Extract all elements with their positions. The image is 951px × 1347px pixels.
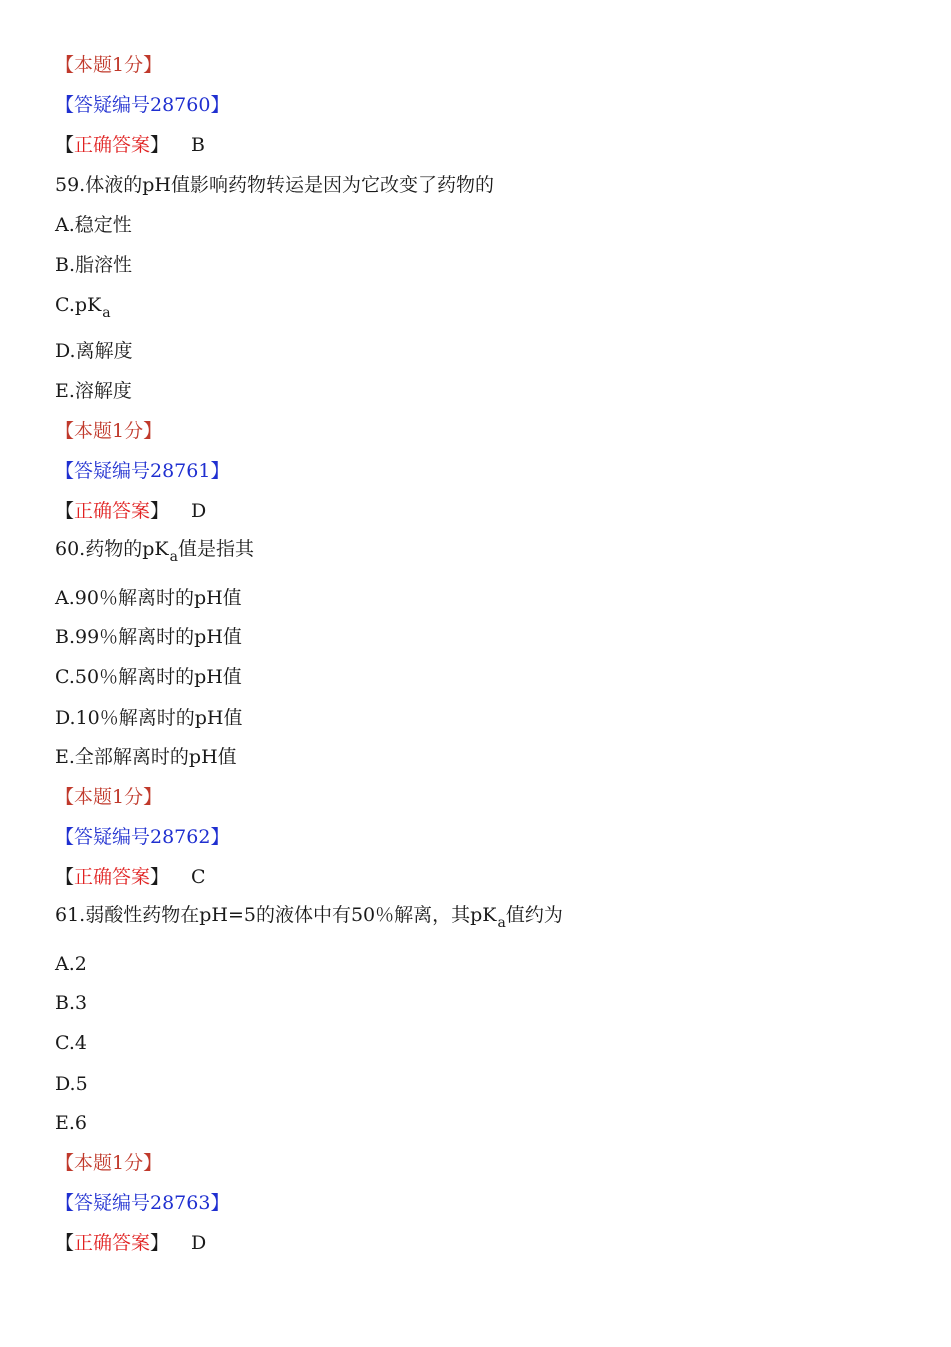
qa-id-label: 【答疑编号28761】 <box>55 460 230 482</box>
correct-answer-line <box>55 499 206 523</box>
option-e: E.全部解离时的pH值 <box>55 746 237 768</box>
question-number: 59. <box>55 174 86 196</box>
answer-label: 正确答案 <box>74 866 151 888</box>
option-d: D.5 <box>55 1073 88 1095</box>
correct-answer-line <box>55 133 205 157</box>
answer-value: D <box>191 1232 207 1254</box>
option-text: C.pK <box>55 294 102 316</box>
option-a: A.2 <box>55 953 87 975</box>
question-text: 体液的pH值影响药物转运是因为它改变了药物的 <box>85 174 494 196</box>
correct-answer-line <box>55 1231 206 1255</box>
question-number: 61. <box>55 904 86 926</box>
question-59-stem <box>55 173 494 197</box>
correct-answer-line <box>55 865 206 889</box>
answer-bracket-close: 】 <box>150 500 170 522</box>
score-label: 【本题1分】 <box>55 54 163 76</box>
option-a: A.90％解离时的pH值 <box>55 587 242 609</box>
answer-value: B <box>191 134 206 156</box>
question-text: 药物的pK <box>85 538 169 560</box>
qa-id-label: 【答疑编号28763】 <box>55 1192 230 1214</box>
answer-bracket-open: 【 <box>55 1232 75 1254</box>
question-60-stem <box>55 537 254 565</box>
option-c: C.4 <box>55 1032 87 1054</box>
score-label: 【本题1分】 <box>55 786 163 808</box>
answer-label: 正确答案 <box>74 500 151 522</box>
option-e: E.6 <box>55 1112 87 1134</box>
answer-label: 正确答案 <box>74 1232 151 1254</box>
option-c <box>55 293 111 321</box>
score-label: 【本题1分】 <box>55 1152 163 1174</box>
option-e: E.溶解度 <box>55 380 132 402</box>
qa-id-label: 【答疑编号28762】 <box>55 826 230 848</box>
answer-value: C <box>191 866 206 888</box>
answer-bracket-close: 】 <box>150 866 170 888</box>
option-a: A.稳定性 <box>55 214 132 236</box>
answer-bracket-close: 】 <box>150 134 170 156</box>
answer-bracket-close: 】 <box>150 1232 170 1254</box>
question-number: 60. <box>55 538 86 560</box>
subscript: a <box>497 915 506 931</box>
question-text-after: 值是指其 <box>177 538 254 560</box>
answer-bracket-open: 【 <box>55 134 75 156</box>
option-b: B.3 <box>55 992 88 1014</box>
subscript: a <box>169 549 178 565</box>
answer-label: 正确答案 <box>74 134 151 156</box>
answer-value: D <box>191 500 207 522</box>
answer-bracket-open: 【 <box>55 866 75 888</box>
option-b: B.脂溶性 <box>55 254 133 276</box>
subscript: a <box>102 305 111 321</box>
answer-bracket-open: 【 <box>55 500 75 522</box>
option-b: B.99％解离时的pH值 <box>55 626 242 648</box>
qa-id-label: 【答疑编号28760】 <box>55 94 230 116</box>
option-c: C.50％解离时的pH值 <box>55 666 242 688</box>
option-d: D.10％解离时的pH值 <box>55 707 243 729</box>
option-d: D.离解度 <box>55 340 133 362</box>
question-text-after: 值约为 <box>505 904 563 926</box>
score-label: 【本题1分】 <box>55 420 163 442</box>
question-text: 弱酸性药物在pH=5的液体中有50％解离，其pK <box>85 904 497 926</box>
question-61-stem <box>55 903 563 931</box>
